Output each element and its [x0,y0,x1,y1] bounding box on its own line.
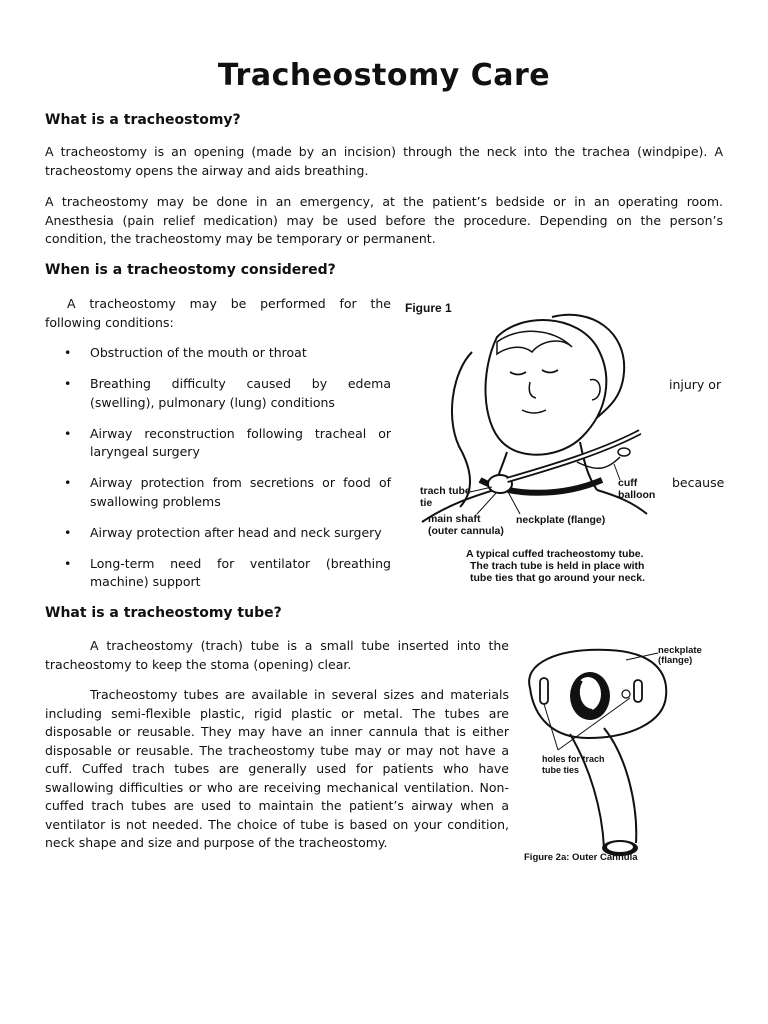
list-item: • Airway reconstruction following tracheal or laryngeal surgery [45,425,391,462]
callout-balloon: balloon [618,489,656,501]
callout-main-shaft: main shaft [428,513,481,525]
heading-what-is-tracheostomy: What is a tracheostomy? [45,112,241,128]
list-item: • Obstruction of the mouth or throat [45,344,391,363]
bullet-2-overflow: injury or [669,377,722,392]
figure-1-caption-line-2: The trach tube is held in place with [470,560,645,572]
paragraph-tube-definition: A tracheostomy (trach) tube is a small tube inserted into the tracheostomy to keep the stoma (opening) clear. [45,638,509,672]
paragraph-definition: A tracheostomy is an opening (made by an incision) through the neck into the trachea (windpipe). A tracheostomy opens the airway and aids breathing. [45,144,723,178]
figure-1-illustration [402,292,672,590]
callout-cuff: cuff [618,477,638,489]
paragraph-conditions-intro: A tracheostomy may be performed for the following conditions: [45,296,391,330]
figure-2a-illustration [518,638,738,868]
callout-trach-tube-tie-2: tie [420,497,433,509]
bullet-4-overflow: because [672,475,725,490]
callout-2a-neckplate: neckplate [658,645,702,656]
figure-2a-caption: Figure 2a: Outer Cannula [524,852,638,863]
paragraph-when-done: A tracheostomy may be done in an emergency, at the patient’s bedside or in an operating room. Anesthesia (pain relief medication) may be used before the procedure. Depending on the person’s condition, the tracheostomy may be temporary or permanent. [45,194,723,246]
callout-holes: holes for trach [542,754,605,764]
heading-when-considered: When is a tracheostomy considered? [45,262,336,278]
conditions-list [45,344,391,604]
callout-outer-cannula: (outer cannula) [428,525,504,537]
figure-1-caption-line-3: tube ties that go around your neck. [470,572,646,584]
paragraph-tube-types: Tracheostomy tubes are available in several sizes and materials including semi-flexible plastic, rigid plastic or metal. The tubes are disposable or reusable. They may have an inner cannula that is either disposable or reusable. The tracheostomy tube may or may not have a cuff. Cuffed trach tubes are generally used for patients who have swallowing difficulties or who are receiving mechanical ventilation. Non-cuffed trach tubes are used to maintain the patient’s airway when a ventilator is not needed. The choice of tube is based on your condition, neck shape and size and purpose of the tracheostomy. [45,687,509,850]
callout-trach-tube-tie: trach tube [420,485,471,497]
callout-neckplate: neckplate (flange) [516,514,606,526]
heading-what-is-tube: What is a tracheostomy tube? [45,605,282,621]
list-item: • Airway protection from secretions or food of swallowing problems [45,474,391,511]
callout-2a-flange: (flange) [658,655,693,666]
figure-1-label: Figure 1 [405,301,452,315]
page-title: Tracheostomy Care [217,58,551,93]
list-item: • Airway protection after head and neck surgery [45,524,391,543]
figure-1-caption-line-1: A typical cuffed tracheostomy tube. [466,548,644,560]
callout-holes-2: tube ties [542,765,580,775]
list-item: • Breathing difficulty caused by edema (swelling), pulmonary (lung) conditions [45,375,391,412]
list-item: • Long-term need for ventilator (breathing machine) support [45,555,391,592]
